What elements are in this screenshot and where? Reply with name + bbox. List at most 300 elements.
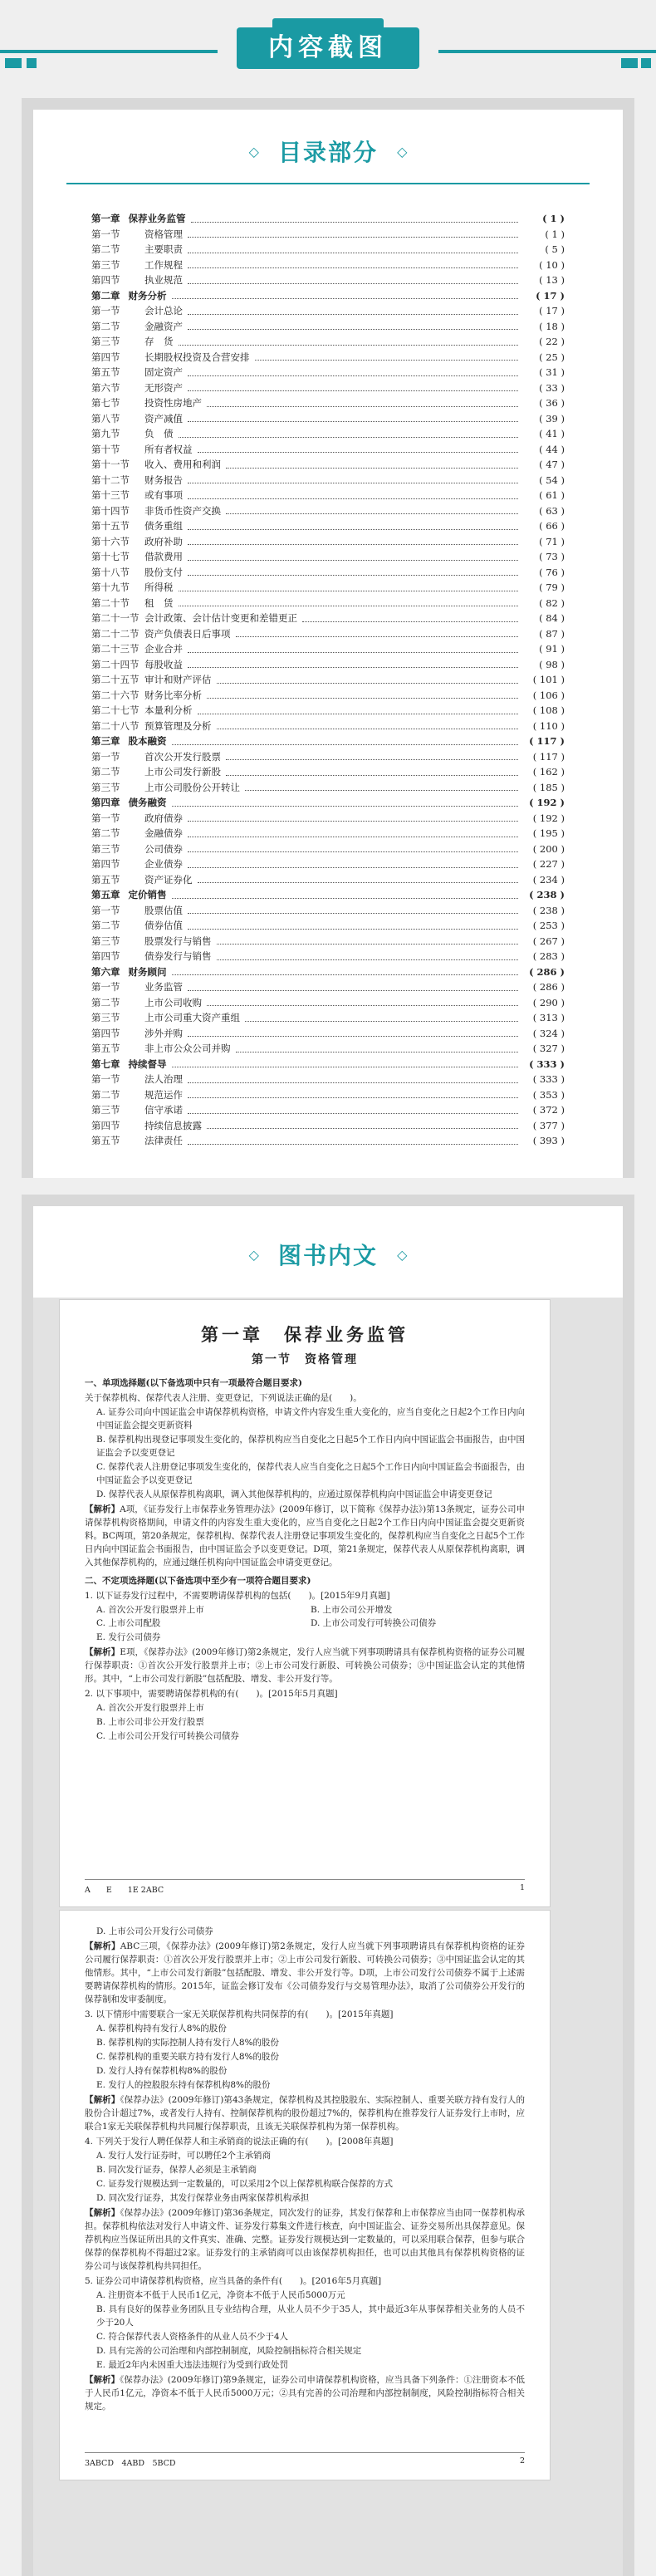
toc-page: ( 10 ): [539, 258, 565, 271]
toc-leader: [207, 698, 518, 699]
toc-number: 第四节: [91, 950, 120, 962]
toc-title: 或有事项: [144, 489, 183, 501]
toc-header-divider: [66, 183, 590, 184]
toc-page: ( 79 ): [539, 581, 565, 593]
option: D. 上市公司公开发行公司债券: [96, 1926, 213, 1936]
toc-number: 第一节: [91, 750, 120, 763]
toc-number: 第五节: [91, 1043, 120, 1054]
toc-page: ( 73 ): [539, 551, 565, 562]
toc-leader: [236, 636, 519, 637]
toc-title: 投资性房地产: [144, 397, 202, 409]
toc-title: 企业债券: [144, 858, 183, 870]
toc-chapter-row: [91, 887, 565, 903]
toc-section-row: [91, 826, 565, 841]
explanation-label: 【解析】: [85, 1504, 120, 1514]
option: C. 证券发行规模达到一定数量的，可以采用2个以上保荐机构联合保荐的方式: [96, 2179, 394, 2189]
toc-page: ( 290 ): [532, 996, 565, 1008]
toc-leader: [188, 314, 518, 315]
toc-section-row: [91, 811, 565, 827]
explanation-label: 【解析】: [85, 2375, 120, 2385]
toc-leader: [245, 790, 518, 791]
toc-page: ( 17 ): [539, 305, 565, 316]
toc-page: ( 200 ): [532, 842, 565, 855]
toc-chapter-row: [91, 734, 565, 749]
toc-section-row: [91, 995, 565, 1011]
toc-section-row: [91, 596, 565, 611]
toc-leader: [188, 667, 518, 668]
toc-number: 第二章: [91, 289, 120, 302]
toc-title: 所有者权益: [144, 443, 193, 455]
toc-number: 第九节: [91, 428, 120, 439]
toc-number: 第三节: [91, 336, 120, 347]
toc-panel-inner: [33, 110, 623, 1178]
toc-number: 第一节: [91, 981, 120, 993]
toc-section-row: [91, 780, 565, 796]
toc-page: ( 31 ): [539, 366, 565, 378]
toc-section-row: [91, 672, 565, 688]
toc-leader: [188, 821, 518, 822]
option: A. 注册资本不低于人民币1亿元，净资本不低于人民币5000万元: [96, 2290, 345, 2300]
option: D. 上市公司发行可转换公司债券: [311, 1618, 437, 1628]
answer-explanation: [85, 2206, 525, 2273]
toc-number: 第一节: [91, 305, 120, 316]
toc-section-row: [91, 688, 565, 704]
explanation-label: 【解析】: [85, 2208, 120, 2218]
explanation-label: 【解析】: [85, 1941, 120, 1951]
toc-section-row: [91, 272, 565, 288]
toc-section-row: [91, 719, 565, 734]
toc-chapter-row: [91, 964, 565, 980]
diamond-icon: ◇: [397, 1246, 408, 1263]
toc-page: ( 71 ): [539, 535, 565, 547]
explanation-text: 《保荐办法》(2009年修订)第9条规定，证券公司申请保荐机构资格，应当具备下列条件：①注册资本不低于人民币1亿元，净资本不低于人民币5000万元；②具有完善的公司治理和内部控制制度，风险控制指标符合相关规定。: [85, 2375, 526, 2412]
toc-page: ( 39 ): [539, 412, 565, 424]
toc-page: ( 324 ): [532, 1027, 565, 1039]
toc-section-row: [91, 365, 565, 380]
toc-number: 第四节: [91, 274, 120, 286]
toc-leader: [188, 390, 518, 391]
toc-page: ( 33 ): [539, 381, 565, 394]
toc-page: ( 185 ): [532, 781, 565, 793]
toc-leader: [198, 452, 519, 453]
toc-page: ( 106 ): [532, 689, 565, 701]
toc-title: 上市公司收购: [144, 996, 202, 1008]
toc-number: 第七节: [91, 397, 120, 409]
toc-section-row: [91, 518, 565, 534]
toc-section-row: [91, 258, 565, 273]
toc-title: 法人治理: [144, 1073, 183, 1085]
toc-page: ( 195 ): [532, 827, 565, 839]
toc-page: ( 238 ): [532, 904, 565, 916]
toc-leader: [179, 437, 519, 438]
banner-right-block: [621, 58, 638, 68]
explanation-text: E项，《保荐办法》(2009年修订)第2条规定，发行人应当就下列事项聘请具有保荐机构资格的证券公司履行保荐职责：①首次公开发行股票并上市；②上市公司发行新股、可转换公司债券；③中国证监会认定的其他情形。其中，“上市公司发行新股”包括配股、增发、非公开发行等。: [85, 1647, 525, 1684]
toc-title: 财务分析: [128, 289, 167, 302]
toc-number: 第十四节: [91, 504, 130, 517]
toc-title: 固定资产: [144, 366, 183, 378]
option: A. 发行人发行证券时，可以聘任2个主承销商: [96, 2151, 271, 2161]
answer-key: A E 1E 2ABC: [85, 1886, 164, 1895]
toc-section-row: [91, 395, 565, 411]
option: D. 发行人持有保荐机构8%的股份: [96, 2066, 228, 2076]
answer-explanation: [85, 2093, 525, 2133]
option: D. 同次发行证券，其发行保荐业务由两家保荐机构承担: [96, 2193, 310, 2203]
toc-section-row: [91, 473, 565, 488]
toc-page: ( 1 ): [545, 228, 565, 240]
toc-leader: [188, 421, 518, 422]
option: E. 发行人的控股股东持有保荐机构8%的股份: [96, 2080, 271, 2090]
book-panel-title: 图书内文: [277, 1242, 378, 1269]
book-panel-header: [33, 1206, 623, 1298]
toc-section-row: [91, 1010, 565, 1026]
toc-section-row: [91, 1026, 565, 1042]
toc-leader: [191, 222, 519, 223]
toc-number: 第十节: [91, 443, 120, 455]
toc-number: 第五章: [91, 889, 120, 900]
toc-title: 企业合并: [144, 643, 183, 655]
banner-right-block-2: [641, 58, 651, 68]
toc-number: 第二节: [91, 320, 120, 332]
toc-section-row: [91, 934, 565, 949]
toc-page: ( 353 ): [532, 1088, 565, 1101]
option: C. 上市公司公开发行可转换公司债券: [96, 1731, 239, 1741]
toc-section-row: [91, 565, 565, 581]
toc-leader: [217, 959, 519, 960]
toc-leader: [188, 329, 518, 330]
toc-title: 非上市公众公司并购: [144, 1043, 231, 1054]
toc-leader: [226, 775, 518, 776]
banner-left-block-2: [27, 58, 37, 68]
toc-panel: [22, 98, 634, 1178]
toc-page: ( 17 ): [536, 289, 565, 302]
toc-number: 第一章: [91, 213, 120, 224]
toc-section-row: [91, 242, 565, 258]
toc-section-row: [91, 488, 565, 503]
toc-title: 上市公司股份公开转让: [144, 781, 240, 793]
toc-leader: [179, 345, 519, 346]
toc-section-row: [91, 1102, 565, 1118]
toc-chapter-row: [91, 1057, 565, 1072]
answer-explanation: [85, 2373, 525, 2413]
diamond-icon: ◇: [248, 143, 259, 159]
banner-right-bar: [438, 50, 656, 53]
toc-section-row: [91, 549, 565, 565]
option: D. 保荐代表人从原保荐机构离职，调入其他保荐机构的，应通过原保荐机构向中国证监会申请变更登记: [96, 1489, 492, 1499]
explanation-text: 《保荐办法》(2009年修订)第43条规定，保荐机构及其控股股东、实际控制人、重要关联方持有发行人的股份合计超过7%，或者发行人持有、控制保荐机构的股份超过7%的，保荐机构在推荐发行人证券发行上市时，应联合1家无关联保荐机构共同履行保荐职责，且该无关联保荐机构为第一保荐机构。: [85, 2095, 526, 2132]
explanation-label: 【解析】: [85, 2095, 120, 2105]
toc-number: 第三章: [91, 735, 120, 747]
toc-number: 第八节: [91, 412, 120, 424]
option: B. 上市公司公开增发: [311, 1605, 393, 1615]
toc-number: 第二节: [91, 996, 120, 1008]
toc-leader: [188, 929, 518, 930]
question-text: 1. 以下证券发行过程中，不需要聘请保荐机构的包括( )。[2015年9月真题]: [85, 1591, 390, 1601]
toc-number: 第二十八节: [91, 719, 140, 732]
toc-number: 第七章: [91, 1057, 120, 1070]
page-2-footer: [85, 2452, 525, 2468]
toc-leader: [188, 283, 518, 284]
toc-page: ( 253 ): [532, 920, 565, 931]
toc-title: 资格管理: [144, 228, 183, 240]
answer-explanation: [85, 1503, 525, 1569]
toc-number: 第六章: [91, 965, 120, 978]
toc-title: 资产证券化: [144, 873, 193, 886]
toc-page: ( 25 ): [539, 351, 565, 363]
toc-page: ( 162 ): [532, 766, 565, 778]
toc-title: 借款费用: [144, 551, 183, 562]
toc-page: ( 91 ): [539, 643, 565, 655]
toc-leader: [188, 1144, 518, 1145]
toc-page: ( 54 ): [539, 473, 565, 486]
question-text: 5. 证券公司申请保荐机构资格，应当具备的条件有( )。[2016年5月真题]: [85, 2276, 382, 2286]
banner-title: 内容截图: [237, 27, 419, 69]
toc-page: ( 44 ): [539, 443, 565, 455]
toc-chapter-row: [91, 288, 565, 304]
toc-panel-header: [33, 135, 623, 184]
toc-page: ( 47 ): [539, 459, 565, 470]
toc-leader: [172, 744, 519, 745]
toc-title: 每股收益: [144, 658, 183, 670]
toc-page: ( 108 ): [532, 704, 565, 716]
diamond-icon: ◇: [397, 143, 408, 159]
toc-title: 财务比率分析: [144, 689, 202, 701]
toc-section-row: [91, 442, 565, 458]
toc-section-row: [91, 641, 565, 657]
toc-number: 第二十节: [91, 596, 130, 609]
toc-number: 第一节: [91, 1073, 120, 1085]
toc-section-row: [91, 426, 565, 442]
toc-leader: [188, 237, 518, 238]
toc-number: 第五节: [91, 873, 120, 886]
option: A. 保荐机构持有发行人8%的股份: [96, 2024, 227, 2034]
toc-number: 第十七节: [91, 551, 130, 562]
toc-title: 首次公开发行股票: [144, 750, 221, 763]
toc-page: ( 313 ): [532, 1012, 565, 1023]
toc-page: ( 377 ): [532, 1119, 565, 1131]
table-of-contents: [91, 211, 565, 1149]
option: C. 符合保荐代表人资格条件的从业人员不少于4人: [96, 2332, 289, 2342]
toc-leader: [172, 898, 519, 899]
toc-number: 第一节: [91, 904, 120, 916]
chapter-title: 第一章 保荐业务监管: [201, 1324, 409, 1345]
toc-leader: [188, 867, 518, 868]
toc-page: ( 227 ): [532, 858, 565, 870]
diamond-icon: ◇: [248, 1246, 259, 1263]
toc-title: 股票估值: [144, 904, 183, 916]
question-type-heading: 一、单项选择题(以下备选项中只有一项最符合题目要求): [85, 1378, 302, 1388]
toc-number: 第四节: [91, 858, 120, 870]
toc-page: ( 286 ): [529, 965, 565, 978]
toc-title: 工作规程: [144, 258, 183, 271]
toc-section-row: [91, 1087, 565, 1103]
toc-page: ( 333 ): [529, 1057, 565, 1070]
toc-page: ( 283 ): [532, 950, 565, 962]
toc-number: 第二十五节: [91, 674, 140, 685]
toc-title: 股票发行与销售: [144, 935, 212, 947]
toc-leader: [245, 1021, 518, 1022]
toc-section-row: [91, 1118, 565, 1134]
toc-number: 第三节: [91, 1104, 120, 1116]
toc-leader: [188, 267, 518, 268]
question-text: 3. 以下情形中需要联合一家无关联保荐机构共同保荐的有( )。[2015年真题]: [85, 2009, 394, 2019]
toc-leader: [226, 759, 518, 760]
option: B. 保荐机构出现登记事项发生变化的，保荐机构应当自变化之日起5个工作日内向中国证监会书面报告，由中国证监会予以变更登记: [96, 1435, 525, 1458]
toc-chapter-row: [91, 211, 565, 227]
page-number: 2: [519, 2456, 525, 2466]
option: D. 具有完善的公司治理和内部控制制度，风险控制指标符合相关规定: [96, 2346, 362, 2356]
toc-title: 资产减值: [144, 412, 183, 424]
page-1-text: [85, 1376, 525, 1743]
toc-title: 债务融资: [128, 797, 167, 808]
toc-leader: [188, 913, 518, 914]
toc-section-row: [91, 334, 565, 350]
toc-leader: [188, 544, 518, 545]
toc-title: 法律责任: [144, 1135, 183, 1146]
toc-title: 规范运作: [144, 1088, 183, 1101]
page-1-footer: [85, 1879, 525, 1895]
toc-number: 第四节: [91, 1027, 120, 1039]
toc-leader: [188, 1097, 518, 1098]
toc-leader: [302, 621, 518, 622]
toc-section-row: [91, 303, 565, 319]
toc-title: 持续督导: [128, 1057, 167, 1070]
book-page-2: [60, 1911, 550, 2480]
toc-title: 股份支付: [144, 566, 183, 578]
toc-title: 政府补助: [144, 535, 183, 547]
toc-section-row: [91, 411, 565, 427]
toc-number: 第一节: [91, 228, 120, 240]
toc-leader: [188, 498, 518, 499]
toc-number: 第二节: [91, 243, 120, 255]
toc-number: 第十三节: [91, 489, 130, 501]
toc-page: ( 82 ): [539, 596, 565, 609]
toc-leader: [207, 406, 518, 407]
toc-section-row: [91, 749, 565, 765]
option: C. 保荐机构的重要关联方持有发行人8%的股份: [96, 2052, 279, 2062]
toc-section-row: [91, 657, 565, 673]
toc-section-row: [91, 856, 565, 872]
toc-page: ( 393 ): [532, 1135, 565, 1146]
toc-page: ( 36 ): [539, 397, 565, 409]
answer-explanation: [85, 1940, 525, 2006]
book-page-1-content: [85, 1317, 525, 1744]
toc-title: 存 货: [144, 336, 174, 347]
toc-page: ( 61 ): [539, 489, 565, 501]
toc-number: 第二节: [91, 827, 120, 839]
option: E. 发行公司债券: [96, 1632, 161, 1642]
toc-section-row: [91, 319, 565, 335]
toc-section-row: [91, 380, 565, 396]
toc-title: 所得税: [144, 581, 174, 593]
toc-leader: [188, 652, 518, 653]
toc-leader: [188, 529, 518, 530]
question-text: 2. 以下事项中，需要聘请保荐机构的有( )。[2015年5月真题]: [85, 1689, 338, 1699]
toc-page: ( 333 ): [532, 1073, 565, 1085]
toc-title: 上市公司重大资产重组: [144, 1012, 240, 1023]
toc-leader: [188, 851, 518, 852]
toc-title: 租 赁: [144, 596, 174, 609]
option: B. 上市公司非公开发行股票: [96, 1717, 204, 1727]
toc-panel-title: 目录部分: [277, 139, 378, 166]
toc-title: 保荐业务监管: [128, 213, 186, 224]
toc-number: 第十九节: [91, 581, 130, 593]
toc-number: 第三节: [91, 781, 120, 793]
toc-leader: [188, 1036, 518, 1037]
toc-page: ( 5 ): [545, 243, 565, 255]
toc-leader: [255, 360, 519, 361]
toc-leader: [188, 990, 518, 991]
toc-number: 第二节: [91, 766, 120, 778]
toc-page: ( 18 ): [539, 320, 565, 332]
question-type-heading: 二、不定项选择题(以下备选项中至少有一项符合题目要求): [85, 1576, 311, 1586]
banner-left-block: [5, 58, 22, 68]
toc-title: 会计总论: [144, 305, 183, 316]
toc-page: ( 286 ): [532, 981, 565, 993]
toc-title: 负 债: [144, 428, 174, 439]
toc-title: 涉外并购: [144, 1027, 183, 1039]
toc-title: 主要职责: [144, 243, 183, 255]
toc-page: ( 84 ): [539, 612, 565, 624]
toc-number: 第二十四节: [91, 658, 140, 670]
toc-page: ( 192 ): [529, 797, 565, 808]
toc-number: 第四节: [91, 351, 120, 363]
toc-title: 无形资产: [144, 381, 183, 394]
option: A. 首次公开发行股票并上市: [96, 1703, 204, 1713]
toc-number: 第二十二节: [91, 627, 140, 640]
toc-number: 第五节: [91, 1135, 120, 1146]
option: B. 具有良好的保荐业务团队且专业结构合理，从业人员不少于35人，其中最近3年从事保荐相关业务的人员不少于20人: [96, 2304, 525, 2328]
answer-explanation: [85, 1646, 525, 1685]
explanation-label: 【解析】: [85, 1647, 120, 1657]
toc-leader: [207, 1128, 518, 1129]
toc-page: ( 238 ): [529, 889, 565, 900]
question-text: 4. 下列关于发行人聘任保荐人和主承销商的说法正确的有( )。[2008年真题]: [85, 2137, 394, 2147]
toc-leader: [188, 375, 518, 376]
toc-title: 金融债券: [144, 827, 183, 839]
toc-number: 第一节: [91, 812, 120, 824]
toc-section-row: [91, 903, 565, 919]
toc-leader: [217, 944, 519, 945]
toc-leader: [188, 1082, 518, 1083]
toc-section-row: [91, 1072, 565, 1087]
top-banner: [0, 0, 656, 79]
toc-section-row: [91, 626, 565, 642]
toc-number: 第二十六节: [91, 689, 140, 701]
option-grid: [85, 1603, 525, 1630]
toc-title: 资产负债表日后事项: [144, 627, 231, 640]
toc-leader: [188, 575, 518, 576]
toc-leader: [172, 974, 519, 975]
toc-title: 预算管理及分析: [144, 719, 212, 732]
toc-number: 第五节: [91, 366, 120, 378]
explanation-text: ABC三项，《保荐办法》(2009年修订)第2条规定，发行人应当就下列事项聘请具有保荐机构资格的证券公司履行保荐职责：①首次公开发行股票并上市；②上市公司发行新股、可转换公司债券；③中国证监会认定的其他情形。其中，“上市公司发行新股”包括配股、增发、非公开发行等。D项，上市公司发行公司债券不属于上述需要聘请保荐机构的情形。2015年，证监会修订发布《公司债券发行与交易管理办法》，取消了公司债券公开发行的保荐制和发审委制度。: [85, 1941, 526, 2004]
toc-section-row: [91, 1133, 565, 1149]
toc-page: ( 87 ): [539, 627, 565, 640]
toc-chapter-row: [91, 795, 565, 811]
question-text: 关于保荐机构、保荐代表人注册、变更登记，下列说法正确的是( )。: [85, 1393, 362, 1403]
toc-title: 会计政策、会计估计变更和差错更正: [144, 612, 297, 624]
toc-number: 第四章: [91, 797, 120, 808]
toc-number: 第十六节: [91, 535, 130, 547]
toc-section-row: [91, 457, 565, 473]
toc-leader: [217, 683, 519, 684]
toc-title: 持续信息披露: [144, 1119, 202, 1131]
toc-title: 财务报告: [144, 473, 183, 486]
option: A. 首次公开发行股票并上市: [96, 1605, 204, 1615]
toc-leader: [226, 468, 518, 469]
toc-section-row: [91, 350, 565, 366]
toc-page: ( 327 ): [532, 1043, 565, 1054]
